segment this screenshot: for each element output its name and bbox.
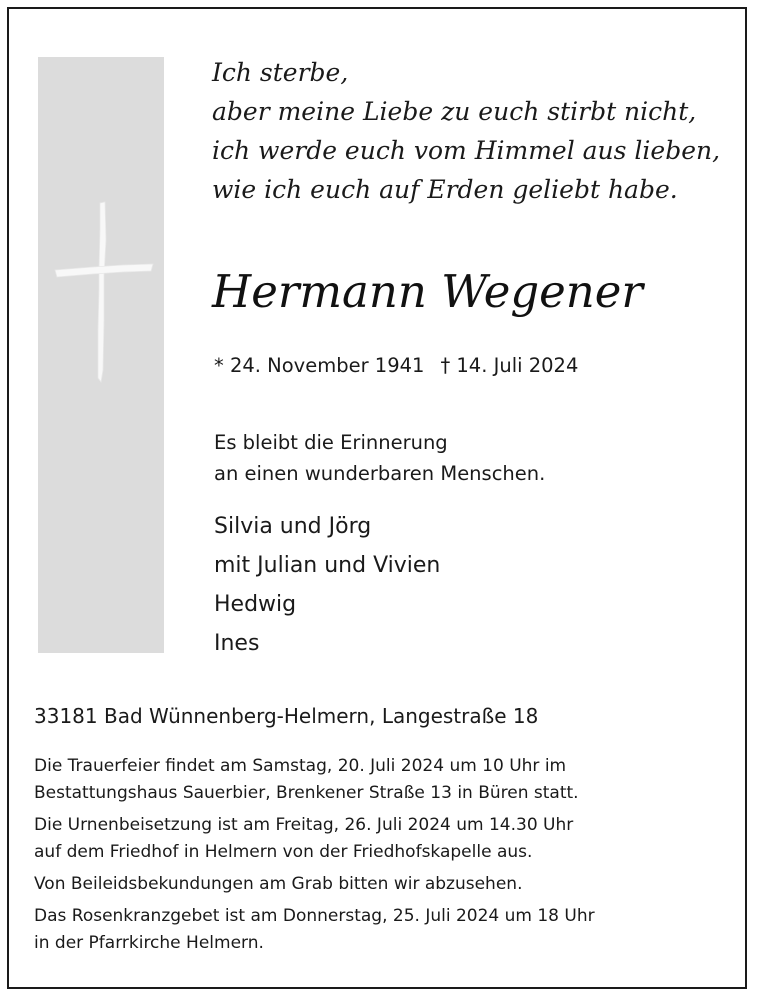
family-member: Silvia und Jörg	[214, 514, 372, 539]
rosary-notice	[34, 903, 714, 957]
birth-date: * 24. November 1941	[214, 354, 425, 377]
urn-burial-notice	[34, 812, 714, 866]
poem-line: wie ich euch auf Erden geliebt habe.	[212, 175, 678, 204]
notice-line: Das Rosenkranzgebet ist am Donnerstag, 25. Juli 2024 um 18 Uhr	[34, 906, 595, 926]
death-date: † 14. Juli 2024	[440, 354, 579, 377]
notice-line: in der Pfarrkirche Helmern.	[34, 933, 264, 953]
cross-icon	[53, 200, 155, 385]
funeral-notice	[34, 753, 714, 807]
family-member: mit Julian und Vivien	[214, 553, 441, 578]
notice-line: Von Beileidsbekundungen am Grab bitten wir abzusehen.	[34, 874, 523, 894]
poem-line: ich werde euch vom Himmel aus lieben,	[212, 136, 721, 165]
memory-text	[214, 427, 545, 489]
poem	[212, 53, 720, 209]
poem-line: Ich sterbe,	[212, 58, 349, 87]
deceased-name: Hermann Wegener	[212, 265, 643, 318]
notice-line: auf dem Friedhof in Helmern von der Friedhofskapelle aus.	[34, 842, 533, 862]
notice-line: Die Urnenbeisetzung ist am Freitag, 26. Juli 2024 um 14.30 Uhr	[34, 815, 574, 835]
family-member: Hedwig	[214, 592, 297, 617]
memory-line: an einen wunderbaren Menschen.	[214, 462, 546, 485]
notice-line: Bestattungshaus Sauerbier, Brenkener Straße 13 in Büren statt.	[34, 783, 579, 803]
notice-line: Die Trauerfeier findet am Samstag, 20. Juli 2024 um 10 Uhr im	[34, 756, 567, 776]
family-list	[214, 507, 440, 663]
address: 33181 Bad Wünnenberg-Helmern, Langestraße 18	[34, 704, 539, 728]
condolence-notice	[34, 871, 714, 898]
memory-line: Es bleibt die Erinnerung	[214, 431, 448, 454]
life-dates	[214, 351, 578, 381]
family-member: Ines	[214, 631, 260, 656]
poem-line: aber meine Liebe zu euch stirbt nicht,	[212, 97, 697, 126]
notices	[34, 753, 714, 962]
